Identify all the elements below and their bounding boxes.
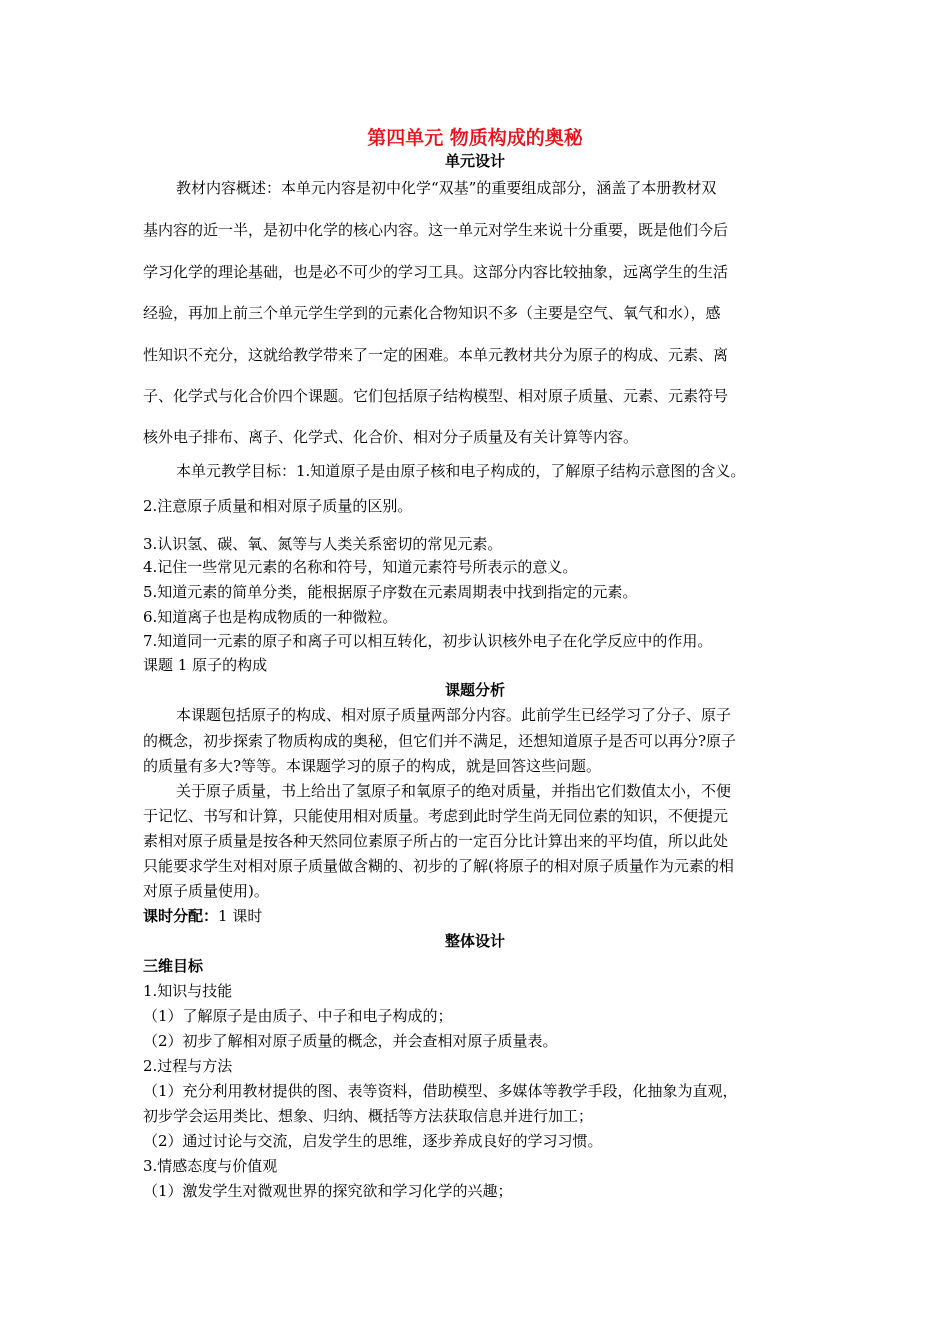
period-value: 1 课时: [218, 907, 263, 925]
analysis-line: 的质量有多大?等等。本课题学习的原子的构成，就是回答这些问题。: [143, 757, 602, 775]
overview-line: 子、化学式与化合价四个课题。它们包括原子结构模型、相对原子质量、元素、元素符号: [143, 387, 729, 405]
objective-line: 1.知识与技能: [143, 982, 233, 1000]
objective-line: （1）充分利用教材提供的图、表等资料，借助模型、多媒体等教学手段，化抽象为直观，: [143, 1082, 738, 1100]
document-title: 第四单元 物质构成的奥秘: [367, 127, 583, 149]
overview-line: 性知识不充分，这就给教学带来了一定的困难。本单元教材共分为原子的构成、元素、离: [143, 346, 729, 364]
objective-line: （2）初步了解相对原子质量的概念，并会查相对原子质量表。: [143, 1032, 558, 1050]
overview-line: 教材内容概述：本单元内容是初中化学“双基”的重要组成部分，涵盖了本册教材双: [176, 179, 717, 197]
goal-line: 6.知道离子也是构成物质的一种微粒。: [143, 608, 398, 626]
goal-line: 3.认识氢、碳、氧、氮等与人类关系密切的常见元素。: [143, 535, 503, 553]
analysis-line: 的概念，初步探索了物质构成的奥秘，但它们并不满足，还想知道原子是否可以再分?原子: [143, 732, 737, 750]
objective-line: （1）了解原子是由质子、中子和电子构成的；: [143, 1007, 453, 1025]
overall-design-heading: 整体设计: [444, 932, 505, 950]
overview-line: 基内容的近一半，是初中化学的核心内容。这一单元对学生来说十分重要，既是他们今后: [143, 221, 729, 239]
objective-line: 2.过程与方法: [143, 1057, 233, 1075]
analysis-line: 关于原子质量，书上给出了氢原子和氧原子的绝对质量，并指出它们数值太小，不便: [176, 782, 732, 800]
analysis-line: 于记忆、书写和计算，只能使用相对质量。考虑到此时学生尚无同位素的知识，不便提元: [143, 807, 729, 825]
analysis-line: 对原子质量使用)。: [143, 882, 269, 900]
analysis-heading: 课题分析: [444, 681, 505, 699]
objective-line: （2）通过讨论与交流，启发学生的思维，逐步养成良好的学习习惯。: [143, 1132, 603, 1150]
lesson-title: 课题 1 原子的构成: [143, 656, 268, 674]
objective-line: 初步学会运用类比、想象、归纳、概括等方法获取信息并进行加工；: [143, 1107, 594, 1125]
period-label: 课时分配：: [143, 907, 219, 925]
analysis-line: 只能要求学生对相对原子质量做含糊的、初步的了解(将原子的相对原子质量作为元素的相: [143, 857, 734, 875]
analysis-line: 素相对原子质量是按各种天然同位素原子所占的一定百分比计算出来的平均值，所以此处: [143, 832, 729, 850]
overview-line: 学习化学的理论基础，也是必不可少的学习工具。这部分内容比较抽象，远离学生的生活: [143, 263, 729, 281]
overview-line: 经验，再加上前三个单元学生学到的元素化合物知识不多（主要是空气、氧气和水），感: [143, 304, 721, 322]
objective-line: （1）激发学生对微观世界的探究欲和学习化学的兴趣；: [143, 1182, 513, 1200]
goal-line: 2.注意原子质量和相对原子质量的区别。: [143, 497, 413, 515]
three-dim-heading: 三维目标: [143, 957, 204, 975]
analysis-line: 本课题包括原子的构成、相对原子质量两部分内容。此前学生已经学习了分子、原子: [176, 706, 732, 724]
goal-line: 5.知道元素的简单分类，能根据原子序数在元素周期表中找到指定的元素。: [143, 583, 638, 601]
goal-line: 4.记住一些常见元素的名称和符号，知道元素符号所表示的意义。: [143, 558, 578, 576]
goal-line: 7.知道同一元素的原子和离子可以相互转化，初步认识核外电子在化学反应中的作用。: [143, 632, 713, 650]
overview-line: 核外电子排布、离子、化学式、化合价、相对分子质量及有关计算等内容。: [143, 428, 639, 446]
unit-design-heading: 单元设计: [444, 152, 505, 170]
objective-line: 3.情感态度与价值观: [143, 1157, 278, 1175]
period-allocation: [143, 906, 262, 926]
goal-line: 本单元教学目标：1.知道原子是由原子核和电子构成的，了解原子结构示意图的含义。: [176, 462, 746, 480]
